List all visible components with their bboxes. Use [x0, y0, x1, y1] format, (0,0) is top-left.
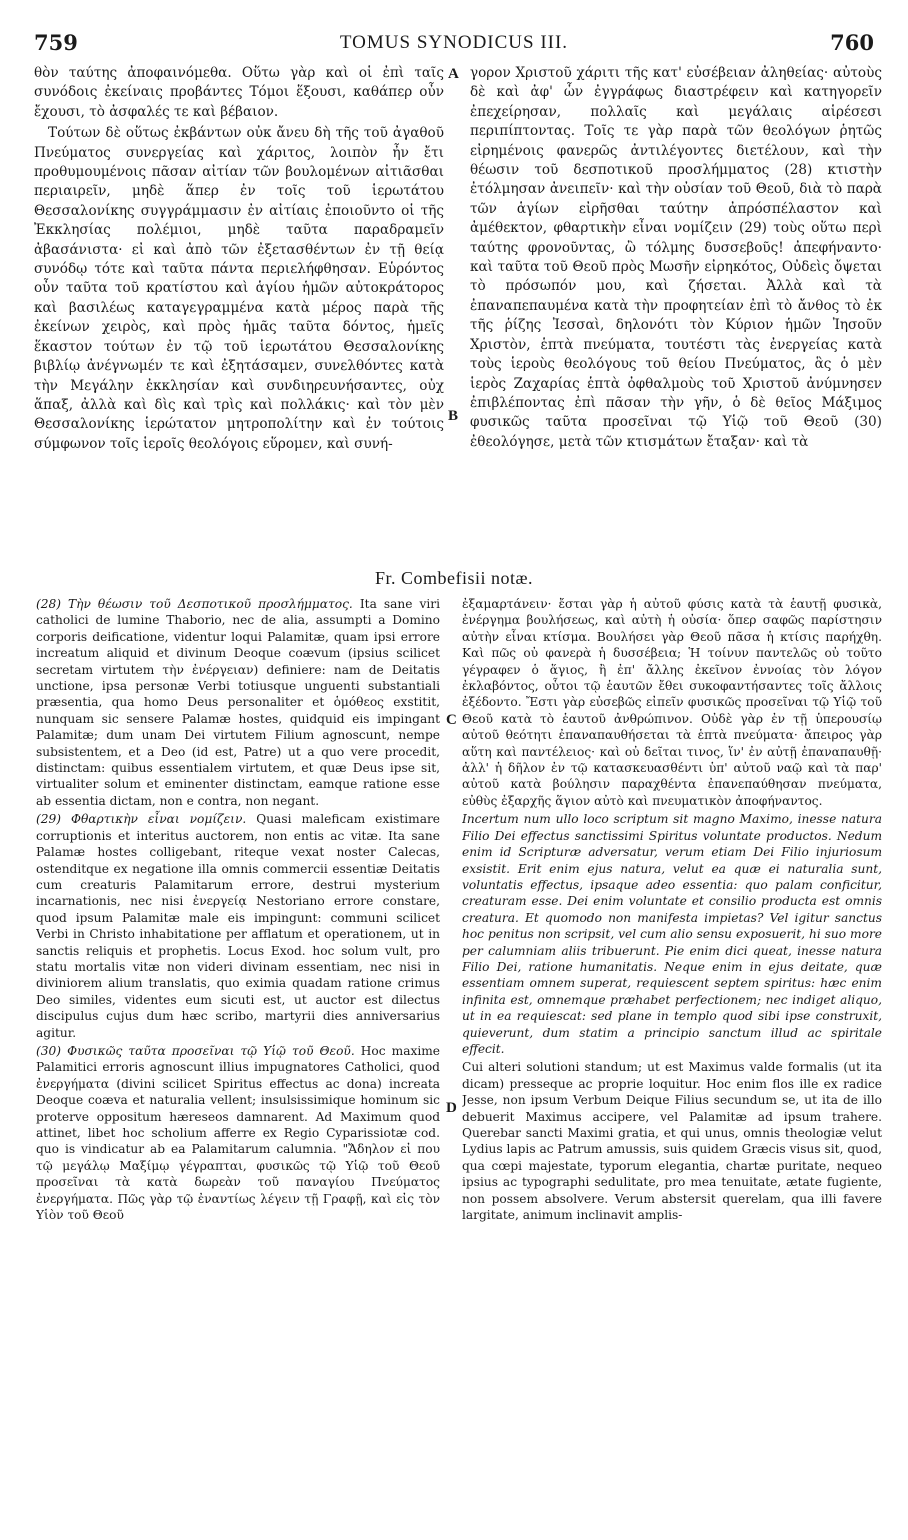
notes-section-title: Fr. Combefisii notæ.: [374, 568, 534, 588]
margin-letter-c: C: [446, 712, 457, 728]
page-number-right: 760: [830, 30, 874, 55]
notes-column-right: [462, 596, 882, 1518]
note-28-text: Ita sane viri catholici de lumine Thaborio, nec de alia, assumpti a Domino corporis deificatione, videntur loqui Palamitæ, quam ipsi errore increatum aliquid et divinum Deoque coævum (ipsius scilicet secretam virtutem τὴν ἐνέργειαν) definiere: nam de Deitatis unctione, ipsa personæ Verbi totiusque unguenti substantiali præsentia, qua homo Deus personaliter et ὁμόθεος exstitit, nunquam sic sensere Palamæ hostes, quidquid eis impingant Palamitæ; dum unam Dei virtutem Filium agnoscunt, nempe subsistentem, et a Deo (id est, Patre) ut a quo vere procedit, distinctam: quibus essentialem virtutem, et quæ Deus ipse sit, virtualiter solum et eminenter distinctam, eamque ratione esse ab essentia dictam, non e contra, non negant.: [36, 597, 440, 808]
running-header: [34, 30, 874, 56]
greek-left-paragraph-2: Τούτων δὲ οὕτως ἐκβάντων οὐκ ἄνευ δὴ τῆς τοῦ ἀγαθοῦ Πνεύματος συνεργείας καὶ χάριτος, λοιπὸν ἦν ἔτι προθυμουμένοις πᾶσαν αἰτίαν τῶν βουλομένων αἰτιᾶσθαι περιαιρεῖν, μηδὲ ἅπερ ἐν τοῖς τοῦ ἱερωτάτου Θεσσαλονίκης συγγράμμασιν ἐν αἰτίαις ἐποιοῦντο οἱ τῆς Ἐκκλησίας πολέμιοι, μηδὲ ταῦτα παραδραμεῖν ἀβασάνιστα· εἰ καὶ ἀπὸ τῶν ἐξετασθέντων ἐν τῇ θείᾳ συνόδῳ τότε καὶ ταῦτα πάντα περιελήφθησαν. Εὑρόντος οὖν ταῦτα τοῦ κρατίστου καὶ ἁγίου ἡμῶν αὐτοκράτορος καὶ βασιλέως καταγεγραμμένα κατὰ μέρος παρὰ τῆς ἐκείνων χειρὸς, καὶ πρὸς ἡμᾶς ταῦτα δόντος, ἡμεῖς ἕκαστον τούτων ἐν τῷ τοῦ ἱερωτάτου Θεσσαλονίκης βιβλίῳ ἀνέγνωμέν τε καὶ ἐξητάσαμεν, συνελθόντες κατὰ τὴν Μεγάλην ἐκκλησίαν καὶ συνδιηρευνήσαντες, οὐχ ἅπαξ, ἀλλὰ καὶ δὶς καὶ τρὶς καὶ πολλάκις· καὶ τὸν μὲν Θεσσαλονίκης ἱερώτατον μητροπολίτην καὶ ἐν τούτοις σύμφωνον τοῖς ἱεροῖς θεολόγοις εὕρομεν, καὶ συνή-: [34, 125, 444, 452]
notes-column-left: [36, 596, 440, 1518]
notes-right-greek-scholium: ἐξαμαρτάνειν· ἔσται γὰρ ἡ αὐτοῦ φύσις κατὰ τὰ ἑαυτῇ φυσικὰ, ἐνέργημα βουλήσεως, καὶ αὐτὴ ἡ οὐσία· ὅπερ σαφῶς παρίστησιν αὐτὴν εἶναι κτίσμα. Βουλήσει γὰρ Θεοῦ πᾶσα ἡ κτίσις παρήχθη. Καὶ πῶς οὐ φανερὰ ἡ δυσσέβεια; Ἡ τοίνυν παντελῶς οὐ τοῦτο γέγραφεν ὁ ἅγιος, ἢ ἐπ' ἄλλης ἐκεῖνον ἐννοίας τὸν λόγον ἐκλαβόντος, οὗτοι τῷ ἑαυτῶν ἔθει συκοφαντήσαντες τοῖς ἄλλοις ἐξέδοντο. Ἔστι γὰρ εὐσεβῶς εἰπεῖν φυσικῶς προσεῖναι τῷ Υἱῷ τοῦ Θεοῦ κατὰ τὸ ἑαυτοῦ ἀνθρώπινον. Οὐδὲ γὰρ ἐν τῇ ὑπερουσίῳ αὐτοῦ θεότητι ἐπαναπαυθήσεται τὰ ἑπτὰ πνεύματα· ἄπειρος γὰρ αὕτη καὶ παντέλειος· καὶ οὐ δεῖται τινος, ἵν' ἐν αὐτῇ ἐπαναπαυθῇ· ἀλλ' ἡ δῆλον ἐν τῷ κατασκευασθέντι ὑπ' αὐτοῦ ναῷ καὶ τὰ παρ' αὐτοῦ κατὰ βούλησιν παραχθέντα ἐπανεπαύθησαν πνεύματα, εὐθὺς ἐξαρχῆς ἅγιον αὐτὸ καὶ πνευματικὸν ἀποφήναντος.: [462, 597, 882, 808]
running-title: TOMUS SYNODICUS III.: [339, 32, 569, 53]
greek-left-paragraph-1: θὸν ταύτης ἀποφαινόμεθα. Οὕτω γὰρ καὶ οἱ ἐπὶ ταῖς συνόδοις ἐκείναις προβάντες Τόμοι ἕξουσι, καθάπερ οὖν ἔχουσι, τὸ ἀσφαλές τε καὶ βέβαιον.: [34, 65, 444, 120]
note-29-text: Quasi maleficam existimare corruptionis et interitus auctorem, non entis ac vitæ. Ita sane Palamæ hostes colligebant, riteque vexat noster Calecas, ostenditque ex negatione illa omnis commercii essentiæ Deitatis cum creaturis Palamitarum errore, destrui mysterium incarnationis, nec nisi ἐνεργείᾳ Nestoriano errore constare, quod ipsum Palamitæ male eis impingunt: communi scilicet Verbi in Christo inhabitatione per afflatum et operationem, ut in sanctis reliquis et prophetis. Locus Exod. hoc solum vult, pro statu mortalis vitæ non videri divinam essentiam, nec nisi in diviniorem alium translatis, quo eximia quadam ratione crimus Deo similes, videntes eum sicuti est, ut auctor est dilectus discipulus cujus dum hæc scribo, martyrii dies anniversarius agitur.: [36, 812, 440, 1040]
margin-letter-a: A: [448, 66, 459, 82]
page-number-left: 759: [34, 30, 78, 55]
margin-letter-d: D: [446, 1100, 457, 1116]
greek-column-left: [34, 64, 444, 564]
notes-right-latin-translation: Incertum num ullo loco scriptum sit magno Maximo, inesse natura Filio Dei effectus sanctissimi Spiritus voluntate productos. Nedum enim id Scripturæ adversatur, verum etiam Dei Filio injuriosum exsistit. Erit enim ejus natura, velut ea quæ ei naturalia sunt, voluntatis effectus, ipsaque adeo essentia: quo palam conficitur, creaturam esse. Dei enim voluntate et consilio producta est omnis creatura. Et quomodo non manifesta impietas? Vel igitur sanctus hoc penitus non scripsit, vel cum alio sensu exposuerit, hi suo more per calumniam aliis tribuerunt. Pie enim dici queat, inesse natura Filio Dei, ratione humanitatis. Neque enim in ejus deitate, quæ essentiam omnem superat, requiescent septem spiritus: hæc enim infinita est, omnemque præhabet perfectionem; nec indiget aliquo, ut in ea requiescat: sed plane in templo quod sibi ipse construxit, quieverunt, dum statim a principio sanctum illud ac spiritale effecit.: [462, 812, 882, 1056]
notes-right-commentary: Cui alteri solutioni standum; ut est Maximus valde formalis (ut ita dicam) presseque ac proprie loquitur. Hoc enim flos ille ex radice Jesse, non ipsum Verbum Deique Filius secundum se, ut ita de illo debuerit Maximus accipere, vel Palamitæ ad ipsum trahere. Querebar sancti Maximi gratia, et qui unus, omnis theologiæ velut Lydius lapis ac Patrum amussis, suis quidem Græcis visus sit, quod, qua cœpi majestate, typorum elegantia, chartæ puritate, nequeo ipsius ac typographi sedulitate, pro mea tenuitate, ætate fugiente, non possem absolvere. Verum abstersit querelam, qua illi favere largitate, animum inclinavit amplis-: [462, 1060, 882, 1223]
note-28-lemma: (28) Τὴν θέωσιν τοῦ Δεσποτικοῦ προσλήμματος.: [36, 597, 353, 611]
greek-column-right: [470, 64, 882, 564]
margin-letter-b: B: [448, 408, 459, 424]
greek-right-paragraph-1: γορον Χριστοῦ χάριτι τῆς κατ' εὐσέβειαν ἀληθείας· αὐτοὺς δὲ καὶ ἀφ' ὧν ἐγγράφως διαστρέφειν καὶ κατηγορεῖν ἐπεχείρησαν, πολλαῖς καὶ μεγάλαις αἱρέσεσι περιπίπτοντας. Τοῖς τε γὰρ παρὰ τῶν θεολόγων ῥητῶς εἰρημένοις φανερῶς ἀντιλέγοντες διετέλουν, καὶ τὴν θέωσιν τοῦ δεσποτικοῦ προσλήμματος (28) κτιστὴν ἐτόλμησαν ἀνειπεῖν· καὶ τὴν οὐσίαν τοῦ Θεοῦ, διὰ τὸ παρὰ τῶν ἁγίων εἰρῆσθαι ταύτην ἀπρόσπέλαστον καὶ ἀμέθεκτον, φθαρτικὴν εἶναι νομίζειν (29) τοὺς οὕτω περὶ ταύτης φρονοῦντας, ὢ τόλμης δυσσεβοῦς! ἀπεφήναντο· καὶ ταῦτα τοῦ Θεοῦ πρὸς Μωσῆν εἰρηκότος, Οὐδεὶς ὄψεται τὸ πρόσωπόν μου, καὶ ζήσεται. Ἀλλὰ καὶ τὰ ἐπαναπεπαυμένα κατὰ τὴν προφητείαν ἐπὶ τὸ ἄνθος τὸ ἐκ τῆς ῥίζης Ἰεσσαὶ, δηλονότι τὸν Κύριον ἡμῶν Ἰησοῦν Χριστὸν, ἑπτὰ πνεύματα, τουτέστι τὰς ἐνεργείας κατὰ τοὺς ἱεροὺς θεολόγους τοῦ θείου Πνεύματος, ἃς ὁ μὲν ἱερὸς Ζαχαρίας ἑπτὰ ὀφθαλμοὺς τοῦ Χριστοῦ ἀνύμνησεν ἐπιβλέποντας ἐπὶ πᾶσαν τὴν γῆν, ὁ δὲ θεῖος Μάξιμος φυσικῶς ταῦτα προσεῖναι τῷ Υἱῷ τοῦ Θεοῦ (30) ἐθεολόγησε, μετὰ τῶν κτισμάτων ἔταξαν· καὶ τὰ: [470, 65, 882, 450]
note-30-lemma: (30) Φυσικῶς ταῦτα προσεῖναι τῷ Υἱῷ τοῦ Θεοῦ.: [36, 1043, 355, 1058]
note-30-text: Hoc maxime Palamitici erroris agnoscunt illius impugnatores Catholici, quod ἐνεργήματα (divini scilicet Spiritus effectus ac dona) increata Deoque coæva et naturalia vellent; insulsissimique hominum sic proterve oppositum hæreseos damnarent. Ad Maximum quod attinet, libet hoc scholium afferre ex Regio Cyparissiotæ cod. quo is vindicatur ab ea Palamitarum calumnia. "Ἄδηλον εἰ που τῷ μεγάλῳ Μαξίμῳ γέγραπται, φυσικῶς τῷ Υἱῷ τοῦ Θεοῦ προσεῖναι τὰ κατὰ δωρεὰν τοῦ παναγίου Πνεύματος ἐνεργήματα. Πῶς γὰρ τῷ ἐναντίως λέγειν τῇ Γραφῇ, καὶ εἰς τὸν Υἱὸν τοῦ Θεοῦ: [36, 1043, 440, 1223]
note-29-lemma: (29) Φθαρτικὴν εἶναι νομίζειν.: [36, 812, 247, 827]
